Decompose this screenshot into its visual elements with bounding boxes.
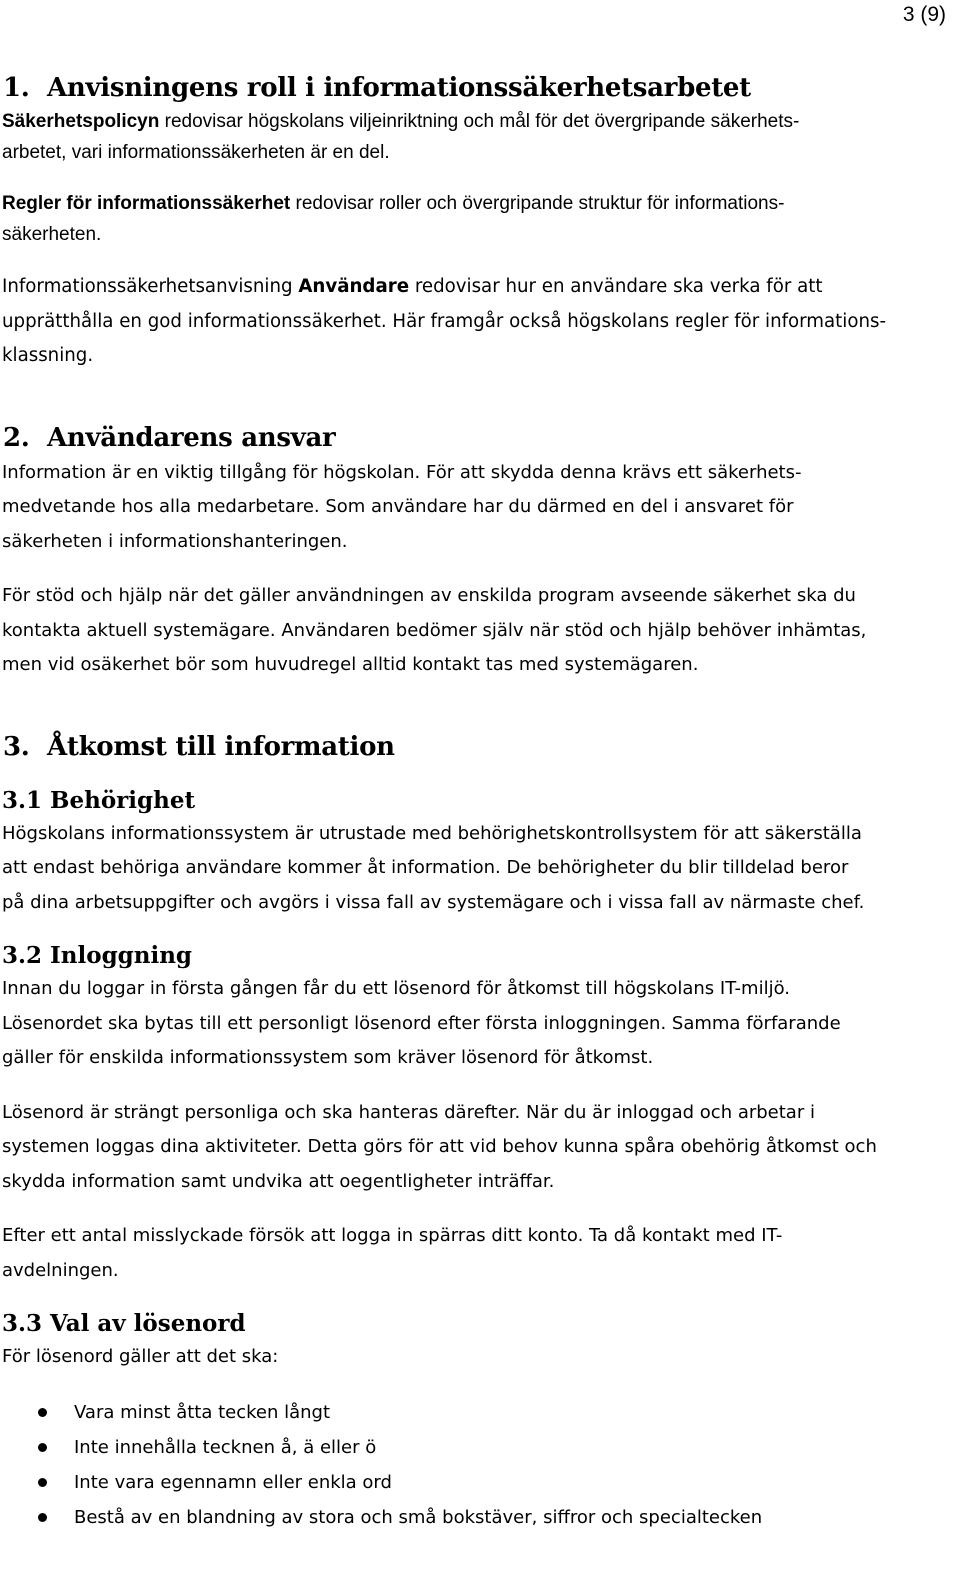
text-line: klassning. (2, 345, 94, 366)
text-line: Efter ett antal misslyckade försök att logga in spärras ditt konto. Ta då kontakt med IT- (2, 1225, 783, 1246)
text-line: gäller för enskilda informationssystem som kräver lösenord för åtkomst. (2, 1047, 654, 1068)
subsection-3-3-heading: 3.3 Val av lösenord (2, 1310, 246, 1337)
subsection-3-2-heading: 3.2 Inloggning (2, 942, 193, 969)
text-line: redovisar roller och övergripande struktur för informations- (290, 193, 785, 214)
text-line: Innan du loggar in första gången får du ett lösenord för åtkomst till högskolans IT-miljö. (2, 978, 790, 999)
page-number: 3 (9) (902, 3, 946, 26)
text-line: redovisar hur en användare ska verka för att (409, 276, 823, 297)
term-anvandare: Användare (298, 276, 410, 297)
list-item-text: Bestå av en blandning av stora och små bokstäver, siffror och specialtecken (74, 1506, 763, 1528)
text-line: säkerheten. (2, 224, 102, 245)
text-line: För stöd och hjälp när det gäller användningen av enskilda program avseende säkerhet ska du (2, 585, 856, 606)
term-regler: Regler för informationssäkerhet (2, 193, 291, 214)
text-line: Lösenord är strängt personliga och ska hanteras därefter. När du är inloggad och arbetar i (2, 1101, 815, 1123)
section-1-title: Anvisningens roll i informationssäkerhetsarbetet (47, 73, 751, 103)
section-1-number: 1. (3, 73, 30, 103)
list-item (0, 1500, 950, 1535)
section-1-paragraph-2 (2, 188, 950, 250)
text-line: skydda information samt undvika att oegentligheter inträffar. (2, 1170, 555, 1192)
list-item (0, 1430, 950, 1465)
text-line: medvetande hos alla medarbetare. Som användare har du därmed en del i ansvaret för (2, 496, 794, 517)
text-line: på dina arbetsuppgifter och avgörs i vissa fall av systemägare och i vissa fall av närmaste chef. (2, 891, 865, 913)
subsection-3-1-paragraph (2, 817, 950, 921)
text-line: Information är en viktig tillgång för högskolan. För att skydda denna krävs ett säkerhets- (2, 461, 802, 483)
list-item (0, 1465, 950, 1500)
text-line: men vid osäkerhet bör som huvudregel alltid kontakt tas med systemägaren. (2, 654, 699, 675)
section-2-title: Användarens ansvar (47, 422, 336, 453)
bullet-icon (38, 1408, 47, 1417)
text-line: avdelningen. (2, 1259, 119, 1281)
subsection-3-3-intro: För lösenord gäller att det ska: (2, 1346, 279, 1367)
subsection-3-2-paragraph-1 (2, 972, 950, 1076)
section-2-number: 2. (3, 422, 30, 453)
section-3-title: Åtkomst till information (47, 731, 395, 762)
document-content (0, 70, 950, 1535)
section-3-number: 3. (3, 731, 30, 762)
text-line: Informationssäkerhetsanvisning (2, 276, 299, 297)
section-2-paragraph-1 (2, 456, 950, 560)
section-2-paragraph-2 (2, 579, 950, 683)
subsection-3-1-heading: 3.1 Behörighet (2, 786, 196, 814)
text-line: redovisar högskolans viljeinriktning och mål för det övergripande säkerhets- (159, 111, 800, 132)
list-item (0, 1395, 950, 1430)
text-line: systemen loggas dina aktiviteter. Detta görs för att vid behov kunna spåra obehörig åtkomst och (2, 1136, 877, 1157)
list-item-text: Vara minst åtta tecken långt (74, 1401, 331, 1423)
text-line: kontakta aktuell systemägare. Användaren bedömer själv när stöd och hjälp behöver inhämtas, (2, 619, 867, 641)
password-rules-list (0, 1395, 950, 1535)
text-line: Lösenordet ska bytas till ett personligt lösenord efter första inloggningen. Samma förfarande (2, 1012, 841, 1034)
section-3-heading (3, 729, 950, 765)
subsection-3-2-paragraph-2 (2, 1096, 950, 1200)
text-line: Högskolans informationssystem är utrustade med behörighetskontrollsystem för att säkerställa (2, 822, 862, 844)
section-2-heading (3, 420, 950, 456)
text-line: säkerheten i informationshanteringen. (2, 530, 348, 552)
list-item-text: Inte vara egennamn eller enkla ord (74, 1471, 392, 1493)
subsection-3-2-paragraph-3 (2, 1219, 950, 1288)
list-item-text: Inte innehålla tecknen å, ä eller ö (74, 1436, 377, 1458)
text-line: att endast behöriga användare kommer åt information. De behörigheter du blir tilldelad beror (2, 857, 849, 878)
term-sakerhetspolicyn: Säkerhetspolicyn (2, 111, 160, 132)
section-1-paragraph-1 (2, 106, 950, 168)
text-line: upprätthålla en god informationssäkerhet. Här framgår också högskolans regler för informations- (2, 310, 887, 332)
section-1-heading (3, 70, 950, 106)
text-line: arbetet, vari informationssäkerheten är en del. (2, 142, 390, 163)
bullet-icon (38, 1513, 47, 1522)
bullet-icon (38, 1478, 47, 1487)
section-1-paragraph-3 (2, 270, 950, 374)
bullet-icon (38, 1443, 47, 1452)
